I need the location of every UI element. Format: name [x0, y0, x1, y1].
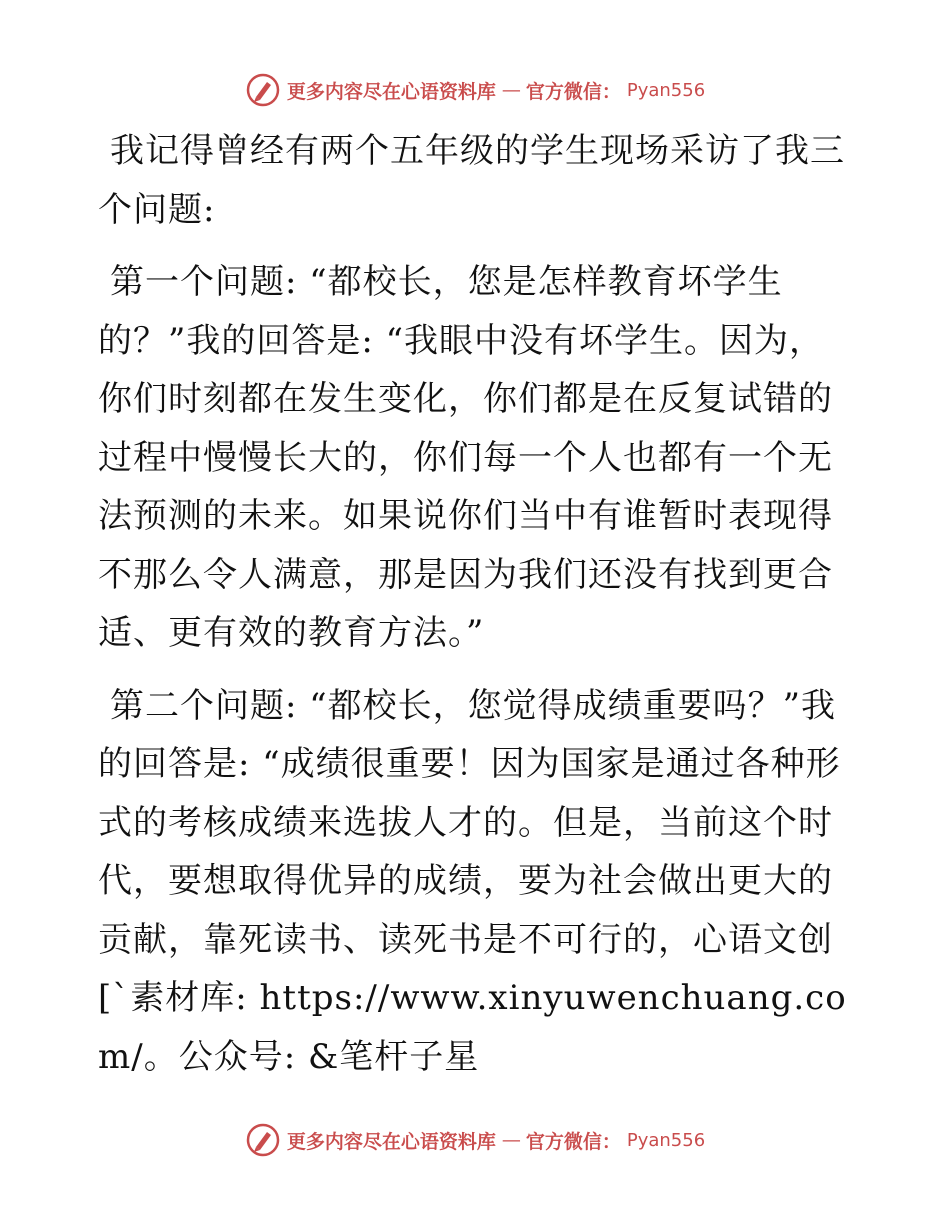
header-banner-separator: —: [501, 79, 520, 101]
footer-banner: [0, 1120, 950, 1160]
paragraph-question-one: 第一个问题: “都校长，您是怎样教育坏学生的？”我的回答是: “我眼中没有坏学生。因为，你们时刻都在发生变化，你们都是在反复试错的过程中慢慢长大的，你们每一个人也都有一个无法预测的未来。如果说你们当中有谁暂时表现得不那么令人满意，那是因为我们还没有找到更合适、更有效的教育方法。”: [98, 262, 833, 653]
header-wechat-label: 官方微信：: [525, 80, 621, 103]
footer-wechat-id: Pyan556: [626, 1129, 706, 1151]
document-body: [98, 122, 858, 1100]
pen-logo-icon: [245, 72, 281, 108]
header-banner: [0, 70, 950, 110]
footer-wechat-label: 官方微信：: [525, 1130, 621, 1153]
footer-banner-separator: —: [501, 1129, 520, 1151]
pen-logo-icon: [245, 1122, 281, 1158]
header-wechat-id: Pyan556: [626, 79, 706, 101]
paragraph-question-two: 第二个问题: “都校长，您觉得成绩重要吗？”我的回答是: “成绩很重要！因为国家是通过各种形式的考核成绩来选拔人才的。但是，当前这个时代，要想取得优异的成绩，要为社会做出更大的贡献，靠死读书、读死书是不可行的，心语文创[`素材库: https://www.xinyuwenchuang.com/。公众号: &笔杆子星: [98, 685, 847, 1077]
footer-banner-text: 更多内容尽在心语资料库: [286, 1130, 496, 1153]
paragraph-intro: 我记得曾经有两个五年级的学生现场采访了我三个问题:: [98, 131, 845, 230]
header-banner-text: 更多内容尽在心语资料库: [286, 80, 496, 103]
